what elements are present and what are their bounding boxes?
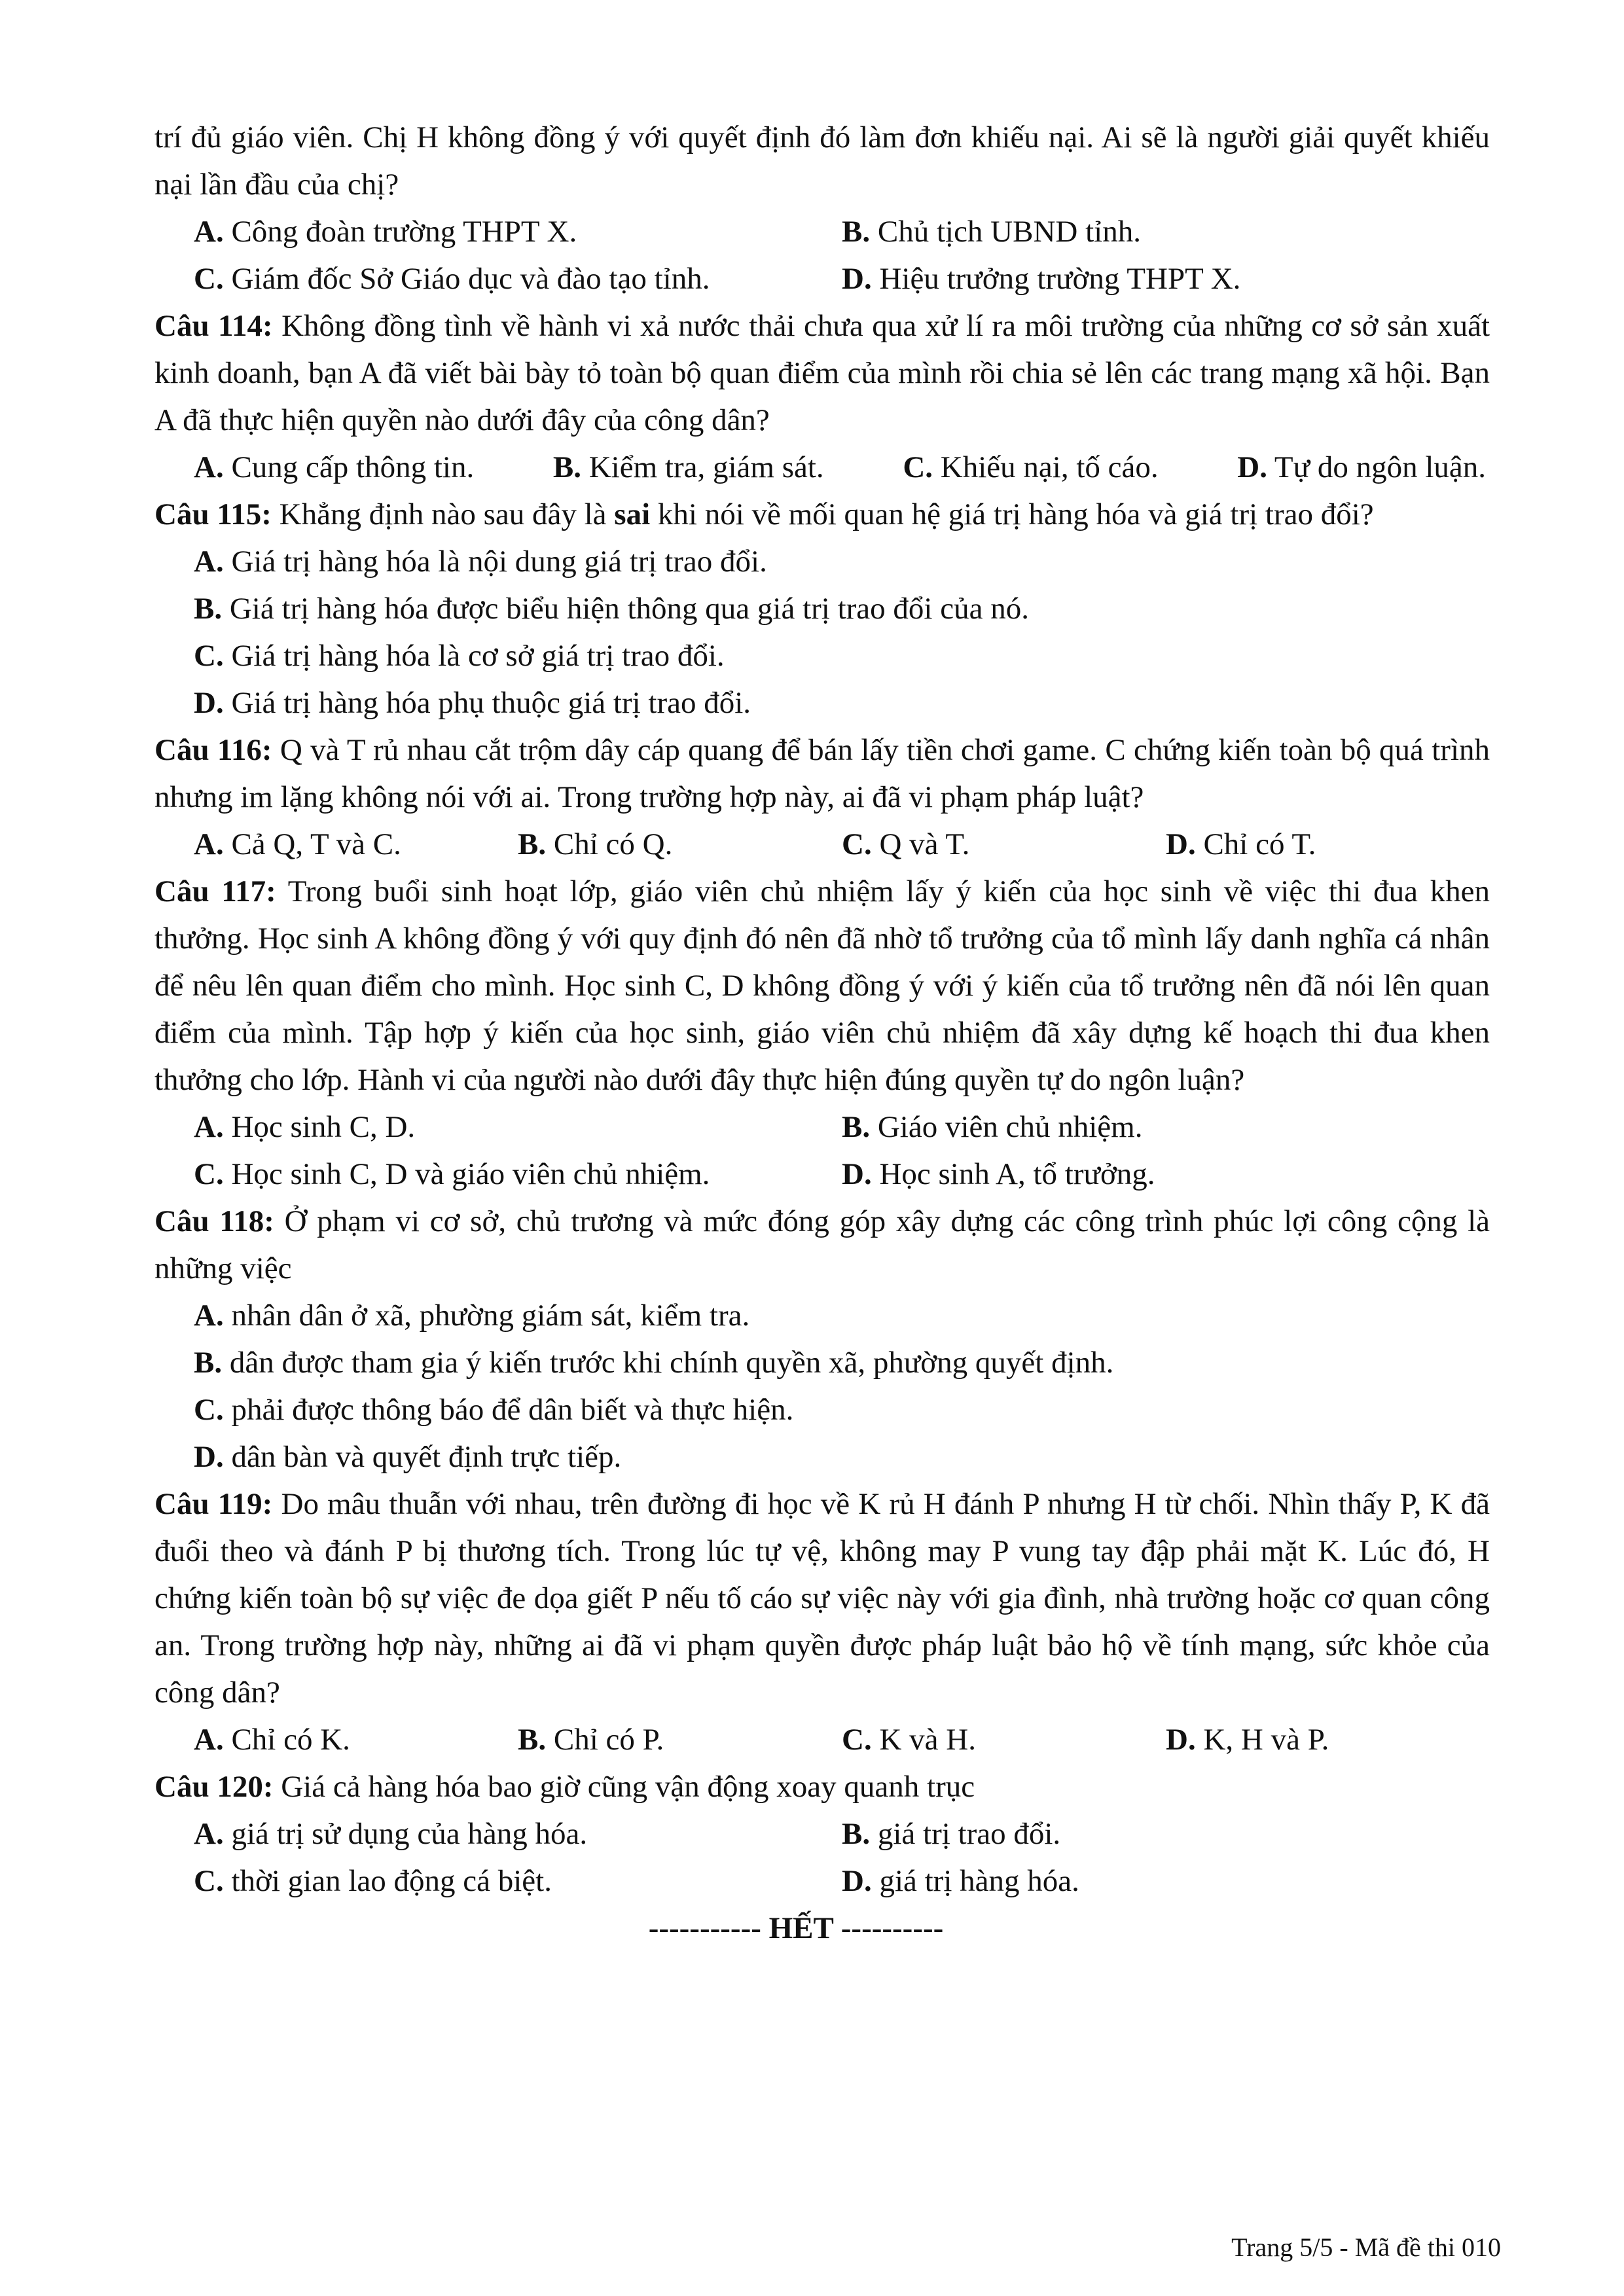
option-c: C. phải được thông báo để dân biết và thực hiện. (194, 1393, 794, 1427)
option-b: B. Giáo viên chủ nhiệm. (842, 1110, 1143, 1144)
option-d: D. Giá trị hàng hóa phụ thuộc giá trị trao đổi. (194, 686, 751, 720)
question-label: Câu 118: (154, 1204, 274, 1238)
option-a: A. Chỉ có K. (194, 1723, 350, 1757)
option-a: A. Cung cấp thông tin. (194, 450, 475, 484)
question-115: Câu 115: Khẳng định nào sau đây là sai khi nói về mối quan hệ giá trị hàng hóa và giá trị trao đổi? (154, 497, 1374, 531)
option-b: B. Chủ tịch UBND tỉnh. (842, 215, 1141, 249)
intro-text: trí đủ giáo viên. Chị H không đồng ý với quyết định đó làm đơn khiếu nại. Ai sẽ là người giải quyết khiếu nại lần đầu của chị? (154, 120, 1490, 202)
page-footer: Trang 5/5 - Mã đề thi 010 (1231, 2233, 1501, 2262)
option-b: B. Chỉ có P. (518, 1723, 664, 1757)
option-d: D. Tự do ngôn luận. (1237, 450, 1486, 484)
option-b: B. Kiểm tra, giám sát. (552, 450, 824, 484)
question-114-options (154, 444, 1490, 491)
emphasis-word: sai (614, 497, 651, 531)
option-c: C. K và H. (842, 1723, 976, 1757)
option-b: B. Chỉ có Q. (518, 827, 673, 861)
question-119-options (154, 1716, 1490, 1763)
question-117 (154, 868, 1490, 1103)
option-d: D. Chỉ có T. (1166, 827, 1316, 861)
option-a: A. Cả Q, T và C. (194, 827, 401, 861)
option-c: C. Khiếu nại, tố cáo. (903, 450, 1159, 484)
question-text: Ở phạm vi cơ sở, chủ trương và mức đóng góp xây dựng các công trình phúc lợi công cộng là những việc (154, 1204, 1490, 1285)
question-text: Trong buổi sinh hoạt lớp, giáo viên chủ nhiệm lấy ý kiến của học sinh về việc thi đua khen thưởng. Học sinh A không đồng ý với quy định đó nên đã nhờ tổ trưởng của tổ mình lấy danh nghĩa cá nhân để nêu lên quan điểm cho mình. Học sinh C, D không đồng ý với ý kiến của tổ trưởng nên đã nói lên quan điểm của mình. Tập hợp ý kiến của học sinh, giáo viên chủ nhiệm đã xây dựng kế hoạch thi đua khen thưởng cho lớp. Hành vi của người nào dưới đây thực hiện đúng quyền tự do ngôn luận? (154, 874, 1490, 1097)
question-text: Do mâu thuẫn với nhau, trên đường đi học về K rủ H đánh P nhưng H từ chối. Nhìn thấy P, K đã đuổi theo và đánh P bị thương tích. Trong lúc tự vệ, không may P vung tay đập phải mặt K. Lúc đó, H chứng kiến toàn bộ sự việc đe dọa giết P nếu tố cáo sự việc này với gia đình, nhà trường hoặc cơ quan công an. Trong trường hợp này, những ai đã vi phạm quyền được pháp luật bảo hộ về tính mạng, sức khỏe của công dân? (154, 1487, 1490, 1710)
option-a: A. nhân dân ở xã, phường giám sát, kiểm tra. (194, 1299, 750, 1333)
question-115-options (154, 538, 1490, 726)
question-119 (154, 1480, 1490, 1716)
option-c: C. Học sinh C, D và giáo viên chủ nhiệm. (194, 1157, 710, 1191)
exam-content (154, 114, 1490, 1952)
option-d: D. Hiệu trưởng trường THPT X. (842, 262, 1241, 296)
option-d: D. dân bàn và quyết định trực tiếp. (194, 1440, 622, 1474)
option-b: B. Giá trị hàng hóa được biểu hiện thông qua giá trị trao đổi của nó. (194, 592, 1029, 626)
question-text: Q và T rủ nhau cắt trộm dây cáp quang để bán lấy tiền chơi game. C chứng kiến toàn bộ quá trình nhưng im lặng không nói với ai. Trong trường hợp này, ai đã vi phạm pháp luật? (154, 733, 1490, 814)
intro-options (154, 208, 1490, 302)
question-117-options (154, 1103, 1490, 1198)
option-a: A. giá trị sử dụng của hàng hóa. (194, 1817, 588, 1851)
question-label: Câu 117: (154, 874, 276, 908)
end-marker: ----------- HẾT ---------- (648, 1911, 944, 1945)
option-c: C. Giá trị hàng hóa là cơ sở giá trị trao đổi. (194, 639, 725, 673)
option-d: D. Học sinh A, tổ trưởng. (842, 1157, 1155, 1191)
question-120-options (154, 1810, 1490, 1905)
option-c: C. Q và T. (842, 827, 970, 861)
option-c: C. Giám đốc Sở Giáo dục và đào tạo tỉnh. (194, 262, 710, 296)
question-label: Câu 116: (154, 733, 272, 767)
question-label: Câu 119: (154, 1487, 273, 1521)
option-d: D. giá trị hàng hóa. (842, 1864, 1079, 1898)
question-label: Câu 115: (154, 497, 272, 531)
option-d: D. K, H và P. (1166, 1723, 1329, 1757)
question-118 (154, 1198, 1490, 1292)
question-116-options (154, 821, 1490, 868)
question-label: Câu 120: (154, 1770, 274, 1804)
option-b: B. dân được tham gia ý kiến trước khi chính quyền xã, phường quyết định. (194, 1346, 1114, 1380)
question-120 (154, 1763, 1490, 1810)
question-118-options (154, 1292, 1490, 1480)
option-a: A. Công đoàn trường THPT X. (194, 215, 577, 249)
option-c: C. thời gian lao động cá biệt. (194, 1864, 552, 1898)
question-114 (154, 302, 1490, 444)
question-116 (154, 726, 1490, 821)
question-text: Giá cả hàng hóa bao giờ cũng vận động xoay quanh trục (273, 1770, 975, 1804)
option-b: B. giá trị trao đổi. (842, 1817, 1061, 1851)
question-label: Câu 114: (154, 309, 273, 343)
option-a: A. Giá trị hàng hóa là nội dung giá trị trao đổi. (194, 545, 767, 579)
option-a: A. Học sinh C, D. (194, 1110, 416, 1144)
question-text: Không đồng tình về hành vi xả nước thải chưa qua xử lí ra môi trường của những cơ sở sản xuất kinh doanh, bạn A đã viết bài bày tỏ toàn bộ quan điểm của mình rồi chia sẻ lên các trang mạng xã hội. Bạn A đã thực hiện quyền nào dưới đây của công dân? (154, 309, 1490, 437)
